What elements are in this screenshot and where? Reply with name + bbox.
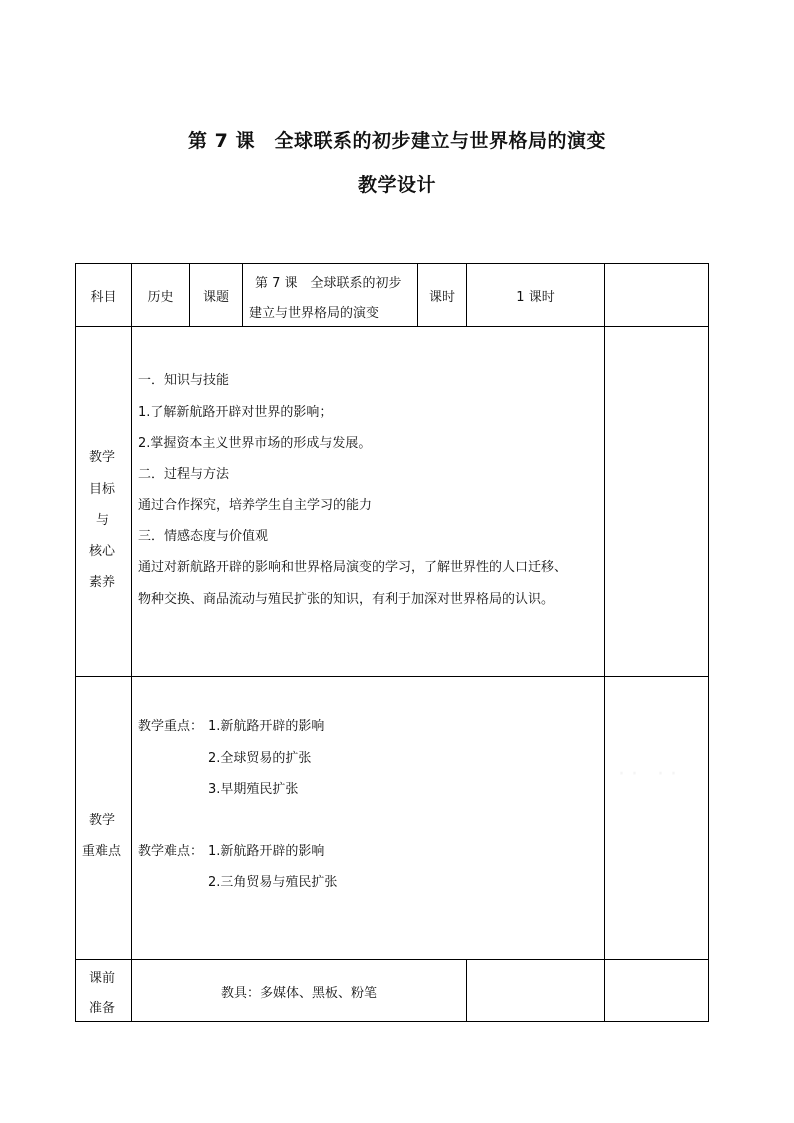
faint-watermark: ·· ·· xyxy=(618,762,683,787)
table-border xyxy=(75,676,709,677)
objectives-text-line: 二．过程与方法 xyxy=(138,467,230,482)
prep-label-line: 准备 xyxy=(89,1001,116,1016)
objectives-text-line: 一．知识与技能 xyxy=(138,373,230,388)
difficulty-item: 1.新航路开辟的影响 xyxy=(208,844,325,859)
objectives-text-line: 1.了解新航路开辟对世界的影响； xyxy=(138,405,333,420)
objectives-text-line: 通过对新航路开辟的影响和世界格局演变的学习，了解世界性的人口迁移、 xyxy=(138,560,568,575)
objectives-label-line: 核心 xyxy=(89,544,116,559)
table-border xyxy=(75,263,76,1022)
focus-item: 3.早期殖民扩张 xyxy=(208,782,299,797)
table-border xyxy=(242,263,243,327)
topic-label: 课题 xyxy=(202,289,229,305)
objectives-label-line: 素养 xyxy=(89,575,116,590)
objectives-text-line: 通过合作探究，培养学生自主学习的能力 xyxy=(138,498,373,513)
subject-value: 历史 xyxy=(147,289,174,305)
subject-label: 科目 xyxy=(90,289,117,305)
focus-item: 2.全球贸易的扩张 xyxy=(208,751,312,766)
objectives-text-line: 三．情感态度与价值观 xyxy=(138,529,269,544)
objectives-text-line: 物种交换、商品流动与殖民扩张的知识，有利于加深对世界格局的认识。 xyxy=(138,592,555,607)
objectives-label-line: 教学 xyxy=(89,450,116,465)
prep-label-line: 课前 xyxy=(89,971,116,986)
objectives-text-line: 2.掌握资本主义世界市场的形成与发展。 xyxy=(138,436,372,451)
focus-item: 1.新航路开辟的影响 xyxy=(208,719,325,734)
keypoints-label-line: 重难点 xyxy=(82,844,122,859)
page-subtitle: 教学设计 xyxy=(357,174,436,196)
hours-label: 课时 xyxy=(428,289,455,305)
prep-tools: 教具：多媒体、黑板、粉笔 xyxy=(220,985,377,1001)
difficulty-item: 2.三角贸易与殖民扩张 xyxy=(208,875,338,890)
table-border xyxy=(466,959,467,1022)
focus-label: 教学重点： xyxy=(138,719,204,734)
lesson-plan-table xyxy=(75,263,709,1022)
hours-value: 1 课时 xyxy=(516,289,555,305)
page-title: 第 7 课 全球联系的初步建立与世界格局的演变 xyxy=(188,130,606,152)
keypoints-label-line: 教学 xyxy=(89,813,116,828)
objectives-label-line: 与 xyxy=(96,513,110,528)
topic-value-line2: 建立与世界格局的演变 xyxy=(249,306,380,321)
topic-value-line1: 第 7 课 全球联系的初步 xyxy=(255,276,402,291)
objectives-label-line: 目标 xyxy=(89,482,116,497)
table-border xyxy=(131,263,132,1022)
table-border xyxy=(708,263,709,1022)
difficulty-label: 教学难点： xyxy=(138,844,204,859)
table-border xyxy=(604,263,605,1022)
